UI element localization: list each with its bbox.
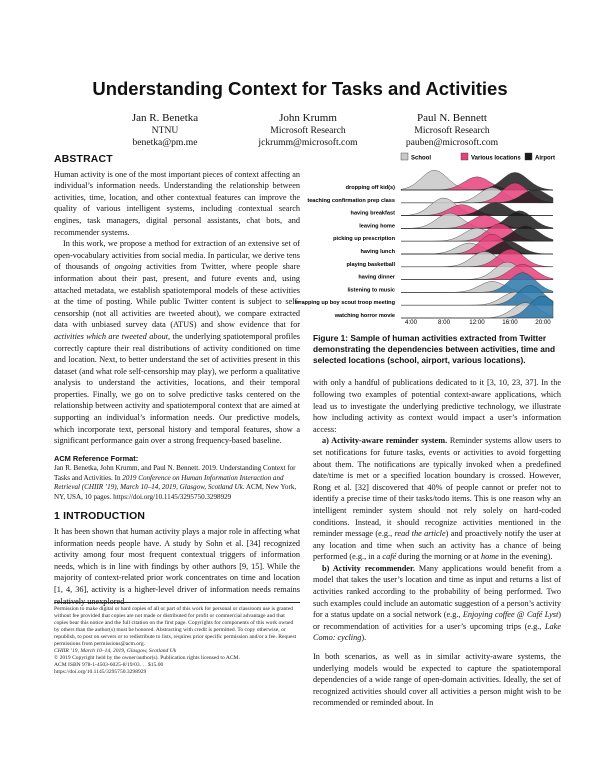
author-email: pauben@microsoft.com: [405, 137, 499, 148]
x-tick-label: 16:00: [502, 319, 518, 326]
abstract-paragraph-2: In this work, we propose a method for extraction of an extensive set of open-vocabulary activities from social media. In particular, we derive tens of thousands of ongoing activities from Twitter, where people share information about their past, present, and future events and, using attached metadata, we establish spatiotemporal models of these activities at the time of posting. While public Twitter content is subject to self-censorship (not all activities are tweeted about), we compare extracted data with unbiased survey data (ATUS) and show evidence that for activities which are tweeted about, the underlying spatiotemporal profiles correctly capture their real distributions of activity conditioned on time and location. Next, to better understand the set of activities present in this dataset (and what role self-censorship may play), we perform a qualitative analysis to understand the activities, locations, and their temporal properties. Finally, we go on to solve predictive tasks centered on the relationship between activity and spatiotemporal context that are aimed at supporting an individual’s information needs. Our predictive models, which incorporate text, personal history and temporal features, show a significant performance gain over a strong frequency-based baseline.: [54, 239, 300, 446]
author-affiliation: Microsoft Research: [414, 124, 490, 136]
right-paragraph-1: with only a handful of publications dedicated to it [3, 10, 23, 37]. In the following two examples of potential context-aware applications, which lead us to investigate the underlying predictive technology, we illustrate how including activity as context would impact a user’s information access:: [313, 378, 561, 434]
row-label: listening to music: [347, 287, 395, 294]
copyright-footnote: [54, 602, 300, 676]
author-affiliation: NTNU: [151, 124, 179, 136]
figure-1: [294, 150, 561, 328]
right-paragraph-last: In both scenarios, as well as in similar activity-aware systems, the underlying models would be expected to capture the spatiotemporal dependencies of a wide range of open-domain activities. Ideally, the set of recognized activities should cover all activities a person might wish to be recommended or reminded about. In: [313, 652, 561, 708]
reminder-system-paragraph: a) Activity-aware reminder system. Reminder systems allow users to set notifications for future tasks, events or activities to avoid forgetting about them. The notifications are typically invoked when a predefined date/time is met or a specified location boundary is crossed. However, Rong et al. [32] discovered that 40% of people cannot or prefer not to identify a precise time of their tasks/todo items. This is one reason why an intelligent reminder system should not rely solely on hard-coded conditions. Instead, it should recognize activities mentioned in the reminder message (e.g., read the article) and proactively notify the user at any location and time when such an activity has a chance of being performed (e.g., in a café during the morning or at home in the evening).: [313, 436, 561, 562]
row-label: having lunch: [360, 249, 395, 255]
paper-title: Understanding Context for Tasks and Activities: [92, 78, 508, 99]
row-label: watching horror movie: [334, 313, 395, 319]
row-label: wrapping up boy scout troop meeting: [294, 300, 395, 307]
acm-reference-heading: ACM Reference Format:: [54, 453, 139, 463]
author-3: [357, 112, 547, 150]
activity-recommender-paragraph: b) Activity recommender. Many applications would benefit from a model that takes the user’s location and time as input and returns a list of activities ranked according to the probability of being performed. Two such examples could include an automatic suggestion of a person’s activity for a status update on a social network (e.g., Enjoying coffee @ Café Lyst) or recommendation of activities for a user’s upcoming trips (e.g., Lake Como: cycling).: [313, 563, 561, 643]
legend-swatch: [401, 153, 408, 160]
permission-text: Permission to make digital or hard copies of all or part of this work for personal or classroom use is granted without fee provided that copies are not made or distributed for profit or commercial advantage and that copies bear this notice and the full citation on the first page. Copyrights for components of this work owned by others than the author(s) must be honored. Abstracting with credit is permitted. To copy otherwise, or republish, to post on servers or to redistribute to lists, requires prior specific permission and/or a fee. Request permissions from permissions@acm.org.: [54, 606, 297, 648]
abstract-paragraph-1: Human activity is one of the most important pieces of context affecting an individual’s information needs. Understanding the relationship between activities, time, location, and other contextual features can improve the quality of various intelligent systems, including contextual search engines, task managers, digital personal assistants, chat bots, and recommender systems.: [54, 169, 300, 237]
legend-swatch: [461, 153, 468, 160]
legend-label: School: [411, 155, 432, 162]
author-name: John Krumm: [279, 112, 337, 124]
isbn-line: ACM ISBN 978-1-4503-6025-8/19/03. . . $15.00: [54, 662, 164, 669]
doi-line: https://doi.org/10.1145/3295750.3298929: [54, 669, 147, 676]
legend-swatch: [525, 153, 532, 160]
author-affiliation: Microsoft Research: [270, 124, 346, 136]
copyright-line: © 2019 Copyright held by the owner/author(s). Publication rights licensed to ACM.: [54, 655, 240, 662]
row-label: picking up prescription: [333, 236, 395, 243]
row-label: having dinner: [358, 274, 395, 281]
left-column: [54, 154, 300, 607]
author-email: benetka@pm.me: [132, 137, 198, 148]
row-label: playing basketball: [346, 261, 395, 268]
row-label: having breakfast: [350, 210, 395, 217]
introduction-paragraph: It has been shown that human activity plays a major role in affecting what information needs people have. A study by Sohn et al. [34] recognized activity among four most frequent contextual triggers of information needs, which is in line with findings by other authors [9, 15]. While the majority of context-related prior work concentrates on time and location [1, 4, 36], activity is a higher-level driver of information needs remains relatively unexplored: [54, 527, 300, 606]
x-tick-label: 20:00: [535, 319, 551, 326]
author-name: Jan R. Benetka: [131, 112, 199, 124]
x-tick-label: 4:00: [404, 319, 418, 326]
legend-label: Various locations: [471, 155, 521, 162]
figure-caption: Figure 1: Sample of human activities extracted from Twitter demonstrating the dependencies between activities, time and selected locations (school, airport, various locations).: [313, 333, 556, 365]
row-label: dropping off kid(s): [345, 185, 395, 191]
ridgeline-chart: [294, 150, 561, 328]
venue-line: CHIIR ’19, March 10–14, 2019, Glasgow, Scotland Uk: [54, 648, 177, 655]
row-label: leaving home: [359, 223, 395, 230]
introduction-heading: 1 INTRODUCTION: [54, 511, 146, 523]
author-name: Paul N. Bennett: [417, 112, 487, 124]
row-label: teaching confirmation prep class: [307, 197, 395, 204]
acm-reference-text: Jan R. Benetka, John Krumm, and Paul N. Bennett. 2019. Understanding Context for Tasks and Activities. In 2019 Conference on Human Information Interaction and Retrieval (CHIIR ’19), March 10–14, 2019, Glasgow, Scotland Uk. ACM, New York, NY, USA, 10 pages. https://doi.org/10.1145/3295750.3298929: [54, 464, 297, 501]
legend-label: Airport: [535, 155, 555, 162]
right-column: [294, 150, 561, 709]
abstract-heading: ABSTRACT: [54, 154, 113, 165]
x-tick-label: 12:00: [469, 319, 485, 326]
author-email: jckrumm@microsoft.com: [258, 137, 358, 148]
x-tick-label: 8:00: [437, 319, 451, 326]
